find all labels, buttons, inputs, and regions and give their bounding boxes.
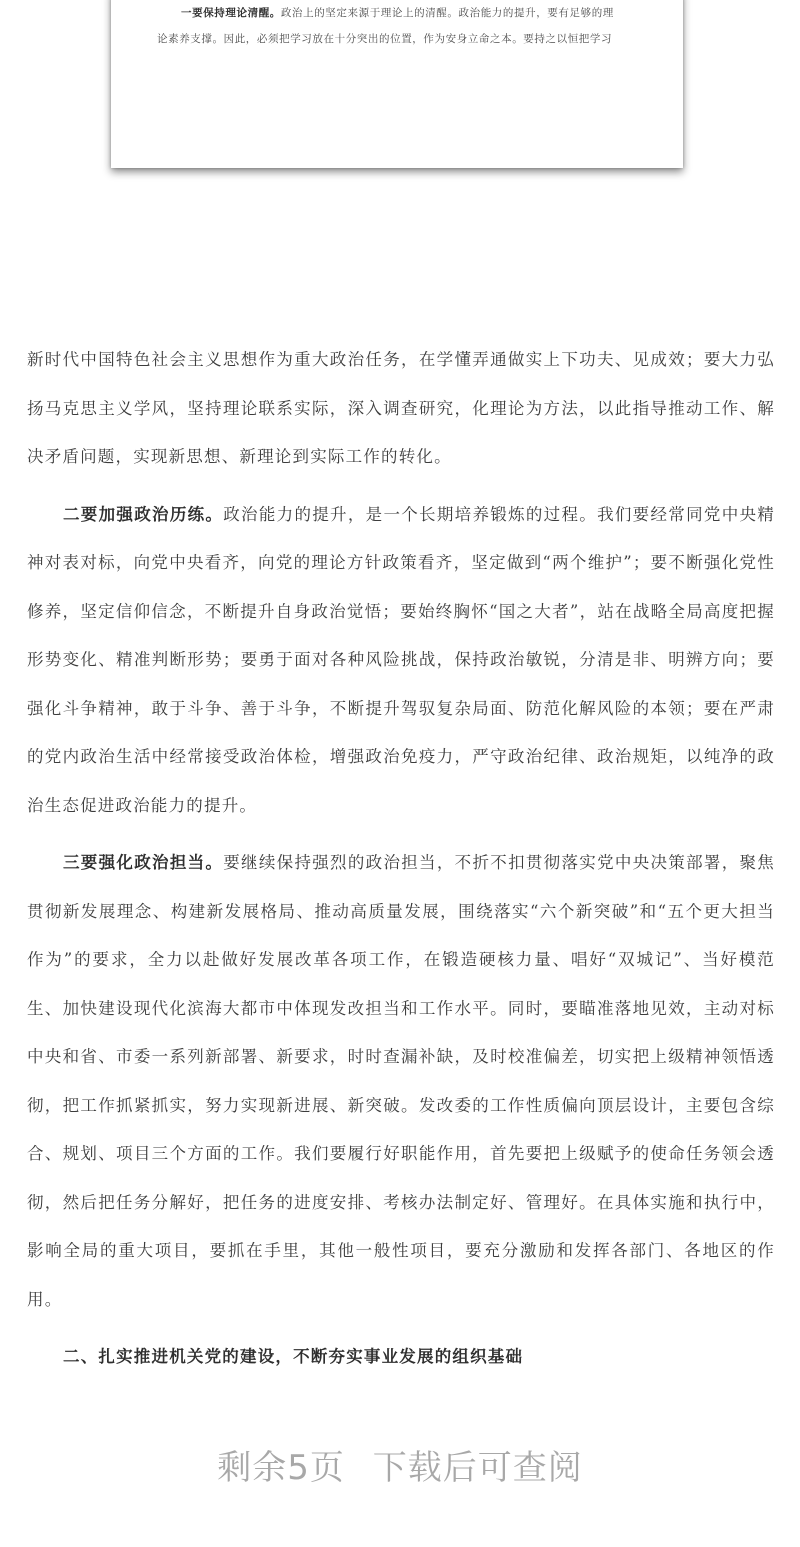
remaining-pages-label[interactable]: 剩余5页 (217, 1448, 345, 1488)
paragraph-3-text: 要继续保持强烈的政治担当，不折不扣贯彻落实党中央决策部署，聚焦贯彻新发展理念、构建新发展格局、推动高质量发展，围绕落实“六个新突破”和“五个更大担当作为”的要求，全力以赴做好发展改革各项工作，在锻造硬核力量、唱好“双城记”、当好模范生、加快建设现代化滨海大都市中体现发改担当和工作水平。同时，要瞄准落地见效，主动对标中央和省、市委一系列新部署、新要求，时时查漏补缺，及时校准偏差，切实把上级精神领悟透彻，把工作抓紧抓实，努力实现新进展、新突破。发改委的工作性质偏向顶层设计，主要包含综合、规划、项目三个方面的工作。我们要履行好职能作用，首先要把上级赋予的使命任务领会透彻，然后把任务分解好，把任务的进度安排、考核办法制定好、管理好。在具体实施和执行中，影响全局的重大项目，要抓在手里，其他一般性项目，要充分激励和发挥各部门、各地区的作用。 (27, 853, 775, 1309)
section-heading-2: 二、扎实推进机关党的建设，不断夯实事业发展的组织基础 (63, 1347, 524, 1366)
paragraph-2-text: 政治能力的提升，是一个长期培养锻炼的过程。我们要经常同党中央精神对表对标，向党中央看齐，向党的理论方针政策看齐，坚定做到“两个维护”；要不断强化党性修养，坚定信仰信念，不断提升自身政治觉悟；要始终胸怀“国之大者”，站在战略全局高度把握形势变化、精准判断形势；要勇于面对各种风险挑战，保持政治敏锐，分清是非、明辨方向；要强化斗争精神，敢于斗争、善于斗争，不断提升驾驭复杂局面、防范化解风险的本领；要在严肃的党内政治生活中经常接受政治体检，增强政治免疫力，严守政治纪律、政治规矩，以纯净的政治生态促进政治能力的提升。 (27, 504, 775, 815)
paragraph-1: 新时代中国特色社会主义思想作为重大政治任务，在学懂弄通做实上下功夫、见成效；要大力弘扬马克思主义学风，坚持理论联系实际，深入调查研究，化理论为方法，以此指导推动工作、解决矛盾问题，实现新思想、新理论到实际工作的转化。 (27, 350, 775, 466)
preview-line-2: 论素养支撑。因此，必须把学习放在十分突出的位置，作为安身立命之本。要持之以恒把学习 (157, 33, 613, 45)
preview-line-1 (157, 0, 645, 26)
paragraph-3 (27, 839, 775, 1324)
download-to-view-label[interactable]: 下载后可查阅 (372, 1448, 583, 1488)
download-prompt-banner[interactable] (0, 1440, 800, 1489)
paragraph-2 (27, 491, 775, 831)
document-body (27, 336, 775, 1382)
document-preview-card (111, 0, 683, 168)
preview-bold-lead: 一要保持理论清醒。 (181, 7, 281, 19)
paragraph-3-lead: 三要强化政治担当。 (63, 853, 224, 872)
paragraph-2-lead: 二要加强政治历练。 (63, 504, 224, 524)
preview-line-1-text: 政治上的坚定来源于理论上的清醒。政治能力的提升，要有足够的理 (280, 7, 614, 19)
